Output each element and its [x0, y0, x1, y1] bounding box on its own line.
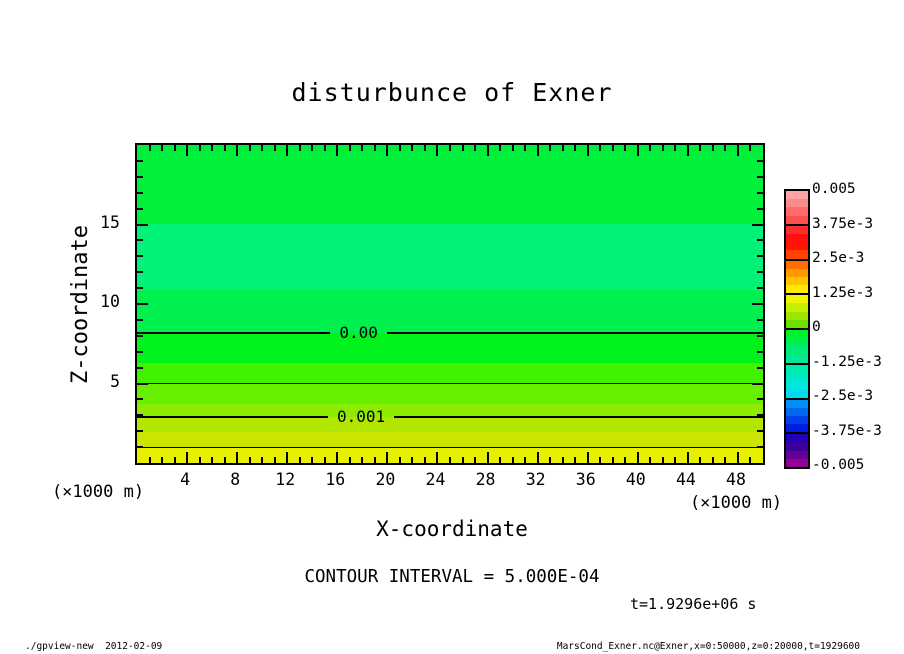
x-tick: [574, 457, 576, 463]
x-tick: [274, 145, 276, 151]
z-tick: [137, 367, 143, 369]
x-tick: [662, 145, 664, 151]
fill-band: [137, 333, 763, 362]
x-tick: [449, 145, 451, 151]
z-tick: [137, 335, 143, 337]
x-tick: [299, 145, 301, 151]
colorbar-tick-label: 0: [812, 319, 821, 335]
x-tick: [424, 457, 426, 463]
x-tick: [436, 145, 438, 156]
z-tick: [757, 414, 763, 416]
x-tick: [236, 145, 238, 156]
x-tick: [274, 457, 276, 463]
z-tick: [752, 303, 763, 305]
z-tick: [757, 160, 763, 162]
x-tick: [674, 145, 676, 151]
colorbar-stripe: [786, 408, 808, 416]
colorbar-stripe: [786, 199, 808, 207]
colorbar-stripe: [786, 320, 808, 328]
colorbar-tick-label: -1.25e-3: [812, 353, 882, 370]
x-tick: [286, 452, 288, 463]
z-tick: [137, 414, 143, 416]
x-tick: [411, 145, 413, 151]
contour-interval-text: CONTOUR INTERVAL = 5.000E-04: [304, 567, 600, 587]
colorbar-stripe: [786, 338, 808, 346]
fill-band: [137, 224, 763, 290]
z-tick: [757, 446, 763, 448]
x-tick: [311, 457, 313, 463]
x-tick: [211, 145, 213, 151]
x-tick: [449, 457, 451, 463]
z-tick: [757, 255, 763, 257]
z-tick: [137, 176, 143, 178]
x-tick: [562, 457, 564, 463]
z-tick: [757, 208, 763, 210]
x-tick: [499, 457, 501, 463]
x-tick: [374, 145, 376, 151]
colorbar-stripe: [786, 416, 808, 424]
x-tick: [299, 457, 301, 463]
z-tick: [757, 192, 763, 194]
x-tick: [199, 145, 201, 151]
x-tick: [537, 145, 539, 156]
x-tick: [724, 457, 726, 463]
z-tick: [137, 287, 143, 289]
colorbar-stripe: [786, 259, 808, 269]
x-tick: [687, 145, 689, 156]
colorbar-stripe: [786, 389, 808, 397]
x-tick: [462, 457, 464, 463]
x-tick: [562, 145, 564, 151]
x-tick: [161, 145, 163, 151]
colorbar-stripe: [786, 277, 808, 285]
colorbar-stripe: [786, 381, 808, 389]
x-tick: [587, 452, 589, 463]
colorbar-stripe: [786, 191, 808, 199]
footer-source-text: MarsCond_Exner.nc@Exner,x=0:50000,z=0:20000,t=1929600: [556, 641, 860, 652]
x-tick: [487, 145, 489, 156]
x-tick: [724, 145, 726, 151]
colorbar-stripe: [786, 328, 808, 338]
colorbar-stripe: [786, 346, 808, 354]
x-tick: [474, 457, 476, 463]
colorbar-stripe: [786, 363, 808, 373]
x-tick: [324, 145, 326, 151]
z-tick: [137, 192, 143, 194]
x-tick: [612, 145, 614, 151]
z-tick: [137, 271, 143, 273]
x-tick: [749, 145, 751, 151]
colorbar-stripe: [786, 451, 808, 459]
x-tick: [386, 452, 388, 463]
z-tick: [137, 383, 148, 385]
x-tick: [637, 145, 639, 156]
z-tick: [757, 351, 763, 353]
plot-canvas: [137, 145, 763, 463]
z-axis-unit-label: (×1000 m): [51, 482, 145, 502]
contour-line: [137, 383, 763, 384]
x-tick: [161, 457, 163, 463]
fill-band: [137, 417, 763, 432]
x-tick: [549, 457, 551, 463]
x-tick: [674, 457, 676, 463]
x-tick: [261, 457, 263, 463]
x-tick: [399, 145, 401, 151]
z-tick: [137, 224, 148, 226]
x-tick: [462, 145, 464, 151]
x-tick-label: 4: [180, 470, 191, 489]
x-tick-label: 8: [230, 470, 241, 489]
x-tick: [699, 457, 701, 463]
z-tick: [137, 351, 143, 353]
x-tick: [361, 145, 363, 151]
x-tick-label: 28: [475, 470, 496, 489]
colorbar-tick-label: 1.25e-3: [812, 284, 874, 301]
colorbar-stripe: [786, 224, 808, 234]
x-tick: [174, 457, 176, 463]
x-tick: [324, 457, 326, 463]
x-tick: [599, 457, 601, 463]
contour-line: [387, 332, 763, 334]
colorbar-stripe: [786, 207, 808, 215]
x-tick-label: 48: [726, 470, 746, 489]
colorbar-stripe: [786, 242, 808, 250]
x-tick: [149, 145, 151, 151]
x-tick: [662, 457, 664, 463]
x-tick: [236, 452, 238, 463]
x-tick: [349, 457, 351, 463]
x-tick: [737, 145, 739, 156]
z-tick: [752, 224, 763, 226]
x-tick: [499, 145, 501, 151]
contour-label: 0.00: [339, 323, 378, 343]
z-tick: [137, 319, 143, 321]
z-tick: [757, 271, 763, 273]
colorbar-stripe: [786, 216, 808, 224]
colorbar-stripe: [786, 373, 808, 381]
x-tick: [512, 457, 514, 463]
contour-label: 0.001: [337, 406, 386, 426]
contour-line: [394, 416, 763, 418]
contour-line: [137, 332, 330, 334]
z-tick: [137, 255, 143, 257]
colorbar-tick-label: -2.5e-3: [812, 388, 874, 404]
x-tick: [411, 457, 413, 463]
x-tick: [749, 457, 751, 463]
colorbar-stripe: [786, 250, 808, 258]
z-tick: [757, 239, 763, 241]
colorbar-stripe: [786, 398, 808, 408]
contour-line: [137, 447, 763, 448]
x-tick: [174, 145, 176, 151]
x-tick-label: 36: [575, 470, 596, 489]
x-tick: [637, 452, 639, 463]
x-tick: [249, 457, 251, 463]
colorbar-tick-label: -0.005: [812, 457, 865, 473]
z-tick: [752, 383, 763, 385]
x-tick: [374, 457, 376, 463]
x-tick: [549, 145, 551, 151]
z-tick-label: 10: [100, 292, 120, 311]
x-tick: [286, 145, 288, 156]
x-tick: [361, 457, 363, 463]
z-tick: [137, 208, 143, 210]
x-tick: [624, 457, 626, 463]
x-tick: [261, 145, 263, 151]
x-tick: [699, 145, 701, 151]
x-tick: [599, 145, 601, 151]
x-tick: [612, 457, 614, 463]
z-tick: [137, 303, 148, 305]
z-tick: [757, 176, 763, 178]
fill-band: [137, 363, 763, 384]
x-tick: [186, 452, 188, 463]
fill-band: [137, 145, 763, 224]
x-tick: [624, 145, 626, 151]
x-tick: [199, 457, 201, 463]
x-tick-label: 20: [375, 470, 396, 489]
fill-band: [137, 432, 763, 448]
x-tick: [524, 457, 526, 463]
x-tick: [574, 145, 576, 151]
z-tick: [757, 430, 763, 432]
colorbar-stripe: [786, 303, 808, 311]
z-tick: [757, 335, 763, 337]
x-tick: [424, 145, 426, 151]
z-tick: [137, 398, 143, 400]
colorbar-stripe: [786, 424, 808, 432]
x-tick: [712, 457, 714, 463]
x-tick: [487, 452, 489, 463]
chart-title: disturbunce of Exner: [291, 78, 613, 107]
x-tick: [336, 145, 338, 156]
x-tick: [649, 457, 651, 463]
z-tick-label: 15: [100, 212, 120, 232]
x-tick: [224, 145, 226, 151]
colorbar-stripe: [786, 312, 808, 320]
x-tick-label: 32: [525, 470, 546, 489]
x-tick: [537, 452, 539, 463]
x-tick-label: 24: [425, 470, 446, 489]
footer-command-text: ./gpview-new 2012-02-09: [25, 641, 163, 652]
colorbar-stripe: [786, 355, 808, 363]
x-tick: [149, 457, 151, 463]
x-tick: [436, 452, 438, 463]
x-tick: [186, 145, 188, 156]
x-axis-label: X-coordinate: [376, 517, 528, 541]
z-tick: [137, 430, 143, 432]
fill-band: [137, 383, 763, 404]
fill-band: [137, 290, 763, 333]
colorbar-stripe: [786, 285, 808, 293]
time-annotation: t=1.9296e+06 s: [630, 595, 757, 613]
x-tick: [249, 145, 251, 151]
x-tick: [524, 145, 526, 151]
z-tick: [757, 287, 763, 289]
x-tick: [512, 145, 514, 151]
colorbar-stripe: [786, 234, 808, 242]
z-tick: [757, 319, 763, 321]
x-tick: [649, 145, 651, 151]
x-tick: [349, 145, 351, 151]
colorbar-tick-label: 3.75e-3: [812, 215, 874, 232]
x-tick: [224, 457, 226, 463]
x-tick: [737, 452, 739, 463]
colorbar: [784, 189, 810, 469]
colorbar-stripe: [786, 293, 808, 303]
x-tick: [687, 452, 689, 463]
x-tick: [386, 145, 388, 156]
colorbar-stripe: [786, 459, 808, 467]
colorbar-tick-label: 2.5e-3: [812, 250, 865, 266]
x-tick: [336, 452, 338, 463]
x-tick-label: 12: [275, 470, 296, 489]
colorbar-stripe: [786, 442, 808, 450]
plot-area: [135, 143, 765, 465]
z-tick: [137, 160, 143, 162]
z-tick: [137, 446, 143, 448]
z-tick: [137, 239, 143, 241]
z-tick: [757, 367, 763, 369]
x-tick: [211, 457, 213, 463]
colorbar-stripe: [786, 269, 808, 277]
z-tick: [757, 398, 763, 400]
x-tick-label: 44: [675, 470, 696, 489]
x-tick-label: 16: [325, 470, 346, 489]
x-axis-unit-label: (×1000 m): [689, 493, 783, 513]
x-tick-label: 40: [625, 470, 646, 489]
x-tick: [712, 145, 714, 151]
colorbar-tick-label: -3.75e-3: [812, 422, 882, 439]
colorbar-tick-label: 0.005: [812, 181, 856, 197]
colorbar-stripe: [786, 432, 808, 442]
z-axis-label: Z-coordinate: [67, 224, 93, 384]
x-tick: [399, 457, 401, 463]
x-tick: [587, 145, 589, 156]
x-tick: [311, 145, 313, 151]
z-tick-label: 5: [110, 371, 120, 391]
x-tick: [474, 145, 476, 151]
contour-line: [137, 416, 328, 418]
